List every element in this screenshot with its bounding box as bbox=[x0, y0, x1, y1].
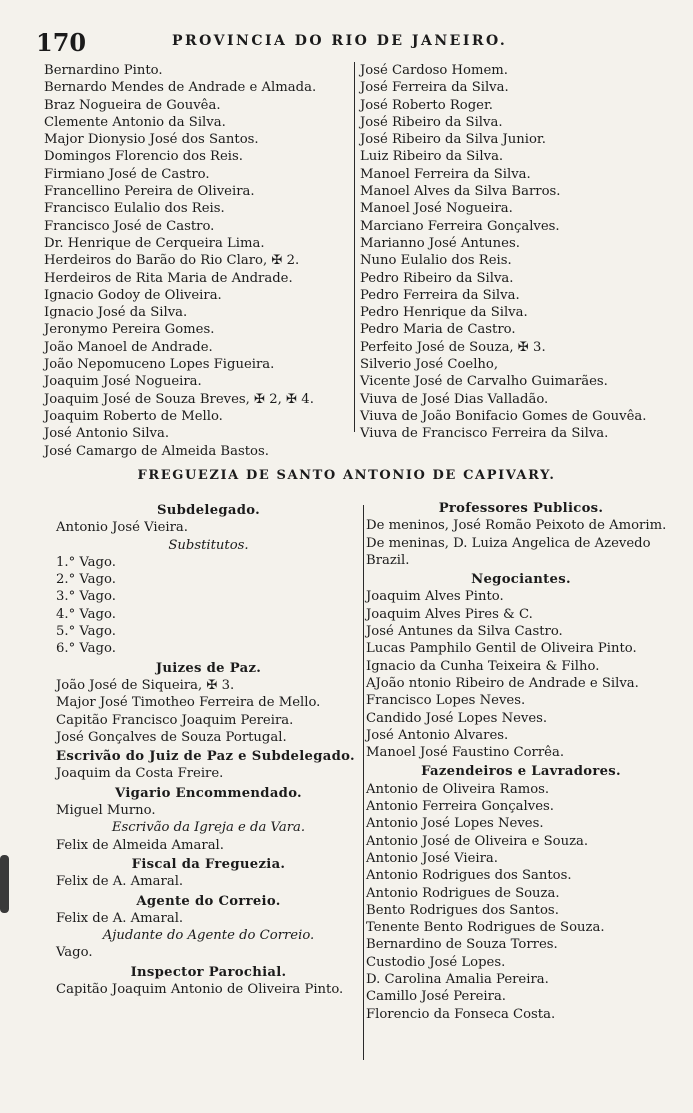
list-item: Florencio da Fonseca Costa. bbox=[366, 1006, 556, 1022]
list-item: José Cardoso Homem. bbox=[360, 63, 508, 78]
section-heading-negociantes: Negociantes. bbox=[471, 572, 571, 588]
list-item: Dr. Henrique de Cerqueira Lima. bbox=[44, 235, 265, 251]
list-item: Pedro Henrique da Silva. bbox=[360, 305, 528, 321]
list-item: Marianno José Antunes. bbox=[360, 235, 520, 251]
list-item: Capitão Joaquim Antonio de Oliveira Pinto. bbox=[56, 982, 344, 998]
list-item: Manoel José Nogueira. bbox=[360, 201, 513, 217]
list-item: Capitão Francisco Joaquim Pereira. bbox=[56, 712, 294, 728]
list-item: Pedro Ribeiro da Silva. bbox=[360, 270, 514, 286]
section-title: FREGUEZIA DE SANTO ANTONIO DE CAPIVARY. bbox=[137, 468, 556, 483]
list-item: Viuva de João Bonifacio Gomes de Gouvêa. bbox=[360, 408, 647, 424]
list-item: Bernardo Mendes de Andrade e Almada. bbox=[44, 80, 317, 96]
list-item: Nuno Eulalio dos Reis. bbox=[360, 253, 512, 269]
list-item: Antonio José Vieira. bbox=[366, 850, 498, 866]
list-item: Manoel José Faustino Corrêa. bbox=[366, 745, 565, 761]
list-item: João Nepomuceno Lopes Figueira. bbox=[44, 357, 275, 373]
section-heading-agente: Agente do Correio. bbox=[136, 893, 281, 909]
section-heading-escrivao: Escrivão do Juiz de Paz e Subdelegado. bbox=[56, 749, 355, 765]
list-item: 1.° Vago. bbox=[56, 554, 116, 570]
list-item: João José de Siqueira, ✠ 3. bbox=[56, 677, 235, 693]
list-item: Luiz Ribeiro da Silva. bbox=[360, 149, 504, 165]
list-item: Pedro Ferreira da Silva. bbox=[360, 287, 520, 303]
list-item: Antonio José de Oliveira e Souza. bbox=[366, 833, 589, 849]
list-item: Candido José Lopes Neves. bbox=[366, 710, 548, 726]
list-item: Francellino Pereira de Oliveira. bbox=[44, 184, 255, 200]
list-item: Miguel Murno. bbox=[56, 803, 156, 819]
list-item: Lucas Pamphilo Gentil de Oliveira Pinto. bbox=[366, 641, 637, 657]
list-item: Camillo José Pereira. bbox=[366, 989, 507, 1005]
list-item: Francisco Lopes Neves. bbox=[366, 693, 526, 709]
list-item: Ignacio da Cunha Teixeira & Filho. bbox=[366, 658, 600, 674]
list-item: De meninas, D. Luiza Angelica de Azevedo Brazil. bbox=[366, 535, 651, 568]
list-item: Major José Timotheo Ferreira de Mello. bbox=[56, 695, 321, 711]
list-item: 4.° Vago. bbox=[56, 606, 116, 622]
list-item: Francisco José de Castro. bbox=[44, 218, 215, 234]
section-heading-subdelegado: Subdelegado. bbox=[156, 503, 261, 518]
section-heading-substitutos: Substitutos. bbox=[168, 537, 249, 553]
list-item: José Gonçalves de Souza Portugal. bbox=[56, 729, 287, 745]
list-item: Ignacio Godoy de Oliveira. bbox=[44, 287, 222, 303]
list-item: João Manoel de Andrade. bbox=[44, 339, 213, 355]
binding-mark bbox=[0, 855, 9, 913]
list-item: Jeronymo Pereira Gomes. bbox=[44, 322, 215, 338]
list-item: Pedro Maria de Castro. bbox=[360, 322, 516, 338]
page-number: 170 bbox=[36, 28, 87, 57]
list-item: Perfeito José de Souza, ✠ 3. bbox=[360, 339, 546, 355]
list-item: Francisco Eulalio dos Reis. bbox=[44, 201, 225, 217]
list-item: Joaquim Alves Pires & C. bbox=[366, 606, 533, 622]
list-item: De meninos, José Romão Peixoto de Amorim. bbox=[366, 518, 667, 534]
list-item: José Antonio Alvares. bbox=[366, 727, 509, 743]
section-heading-juizes: Juizes de Paz. bbox=[155, 660, 262, 676]
section-heading-escrivao-igreja: Escrivão da Igreja e da Vara. bbox=[111, 820, 306, 836]
list-item: Braz Nogueira de Gouvêa. bbox=[44, 97, 221, 113]
list-item: Vago. bbox=[56, 945, 93, 961]
list-item: José Antonio Silva. bbox=[44, 426, 170, 442]
list-item: José Antunes da Silva Castro. bbox=[366, 624, 563, 640]
list-item: Antonio José Vieira. bbox=[56, 520, 188, 536]
list-item: Vicente José de Carvalho Guimarães. bbox=[360, 374, 608, 390]
column-divider-bottom bbox=[363, 505, 364, 1060]
section-heading-vigario: Vigario Encommendado. bbox=[115, 785, 302, 801]
list-item: Felix de A. Amaral. bbox=[56, 910, 184, 926]
list-item: José Ribeiro da Silva. bbox=[360, 114, 503, 130]
bottom-left-column bbox=[56, 500, 361, 998]
list-item: Bento Rodrigues dos Santos. bbox=[366, 902, 559, 918]
list-item: Tenente Bento Rodrigues de Souza. bbox=[366, 920, 605, 936]
top-right-column bbox=[360, 62, 680, 443]
list-item: Joaquim da Costa Freire. bbox=[56, 766, 224, 782]
section-heading-fazendeiros: Fazendeiros e Lavradores. bbox=[421, 764, 621, 780]
list-item: José Camargo de Almeida Bastos. bbox=[44, 443, 269, 459]
list-item: José Ribeiro da Silva Junior. bbox=[360, 132, 546, 148]
list-item: Viuva de Francisco Ferreira da Silva. bbox=[360, 426, 609, 442]
list-item: D. Carolina Amalia Pereira. bbox=[366, 972, 549, 988]
top-left-column bbox=[44, 62, 349, 460]
section-heading-professores: Professores Publicos. bbox=[438, 501, 604, 516]
list-item: Joaquim José Nogueira. bbox=[44, 374, 202, 390]
list-item: Bernardino de Souza Torres. bbox=[366, 937, 558, 953]
list-item: Joaquim José de Souza Breves, ✠ 2, ✠ 4. bbox=[44, 391, 314, 407]
list-item: AJoão ntonio Ribeiro de Andrade e Silva. bbox=[366, 675, 639, 691]
list-item: 2.° Vago. bbox=[56, 572, 116, 588]
column-divider-top bbox=[354, 62, 355, 432]
list-item: Clemente Antonio da Silva. bbox=[44, 114, 226, 130]
list-item: Marciano Ferreira Gonçalves. bbox=[360, 218, 560, 234]
list-item: Custodio José Lopes. bbox=[366, 954, 506, 970]
list-item: José Roberto Roger. bbox=[360, 97, 494, 113]
list-item: 6.° Vago. bbox=[56, 641, 116, 657]
list-item: 3.° Vago. bbox=[56, 589, 116, 605]
list-item: Bernardino Pinto. bbox=[44, 63, 163, 78]
list-item: Major Dionysio José dos Santos. bbox=[44, 132, 259, 148]
list-item: Felix de A. Amaral. bbox=[56, 874, 184, 890]
section-heading-fiscal: Fiscal da Freguezia. bbox=[131, 856, 286, 872]
list-item: Domingos Florencio dos Reis. bbox=[44, 149, 243, 165]
list-item: Herdeiros de Rita Maria de Andrade. bbox=[44, 270, 293, 286]
list-item: Antonio José Lopes Neves. bbox=[366, 816, 544, 832]
list-item: Ignacio José da Silva. bbox=[44, 305, 188, 321]
bottom-right-column bbox=[366, 498, 676, 1023]
list-item: Manoel Alves da Silva Barros. bbox=[360, 184, 561, 200]
list-item: Joaquim Roberto de Mello. bbox=[44, 408, 223, 424]
list-item: Herdeiros do Barão do Rio Claro, ✠ 2. bbox=[44, 253, 300, 269]
list-item: Viuva de José Dias Valladão. bbox=[360, 391, 549, 407]
list-item: Antonio Ferreira Gonçalves. bbox=[366, 799, 554, 815]
list-item: Antonio Rodrigues dos Santos. bbox=[366, 868, 572, 884]
list-item: Silverio José Coelho, bbox=[360, 357, 499, 373]
running-head: PROVINCIA DO RIO DE JANEIRO. bbox=[172, 33, 508, 49]
section-heading-inspector: Inspector Parochial. bbox=[130, 964, 287, 980]
list-item: 5.° Vago. bbox=[56, 624, 116, 640]
list-item: Joaquim Alves Pinto. bbox=[366, 589, 504, 605]
list-item: José Ferreira da Silva. bbox=[360, 80, 509, 96]
list-item: Manoel Ferreira da Silva. bbox=[360, 166, 531, 182]
list-item: Antonio Rodrigues de Souza. bbox=[366, 885, 560, 901]
section-heading-ajudante: Ajudante do Agente do Correio. bbox=[102, 928, 315, 944]
list-item: Antonio de Oliveira Ramos. bbox=[366, 781, 550, 797]
list-item: Felix de Almeida Amaral. bbox=[56, 837, 224, 853]
list-item: Firmiano José de Castro. bbox=[44, 166, 210, 182]
